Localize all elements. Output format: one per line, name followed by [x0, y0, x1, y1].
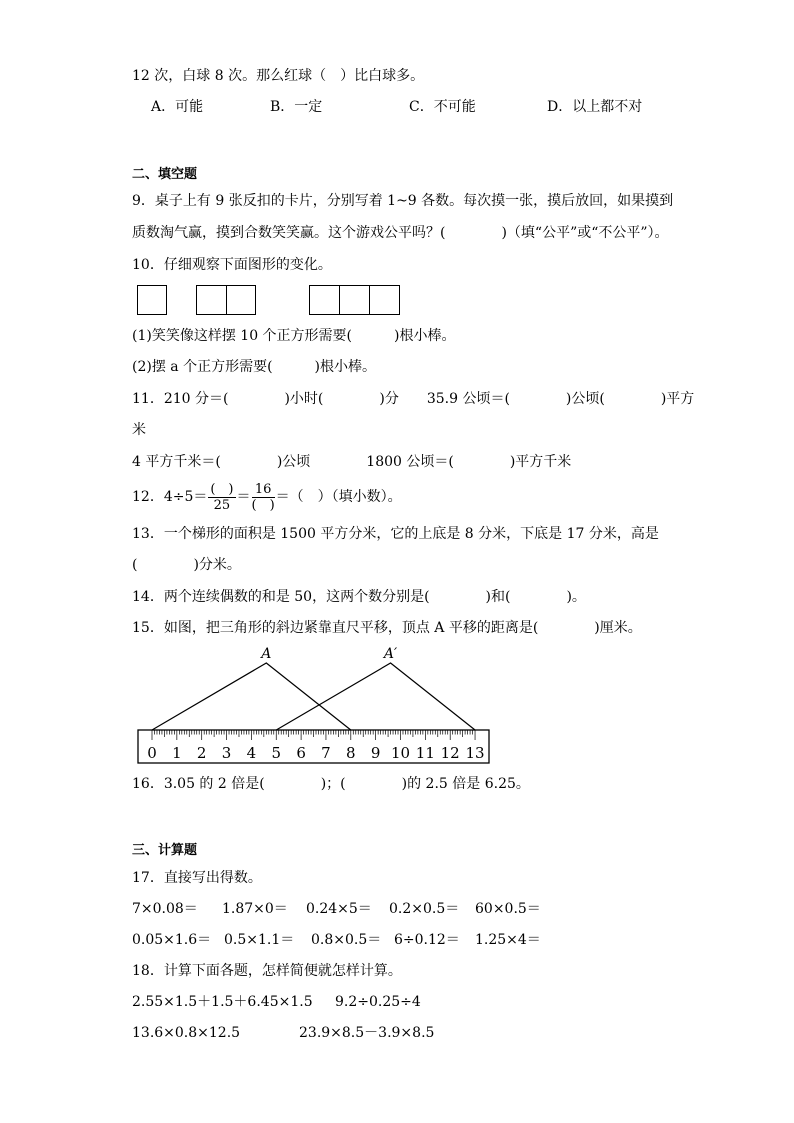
ruler-tick-label: 6: [296, 744, 306, 762]
q18-item: 23.9×8.5－3.9×8.5: [299, 1025, 435, 1041]
q10-stem: 10．仔细观察下面图形的变化。: [132, 257, 332, 273]
q10-sub2: (2)摆 a 个正方形需要( )根小棒。: [132, 359, 377, 375]
q12-frac1-denominator: 25: [213, 497, 231, 513]
q13-line1: 13．一个梯形的面积是 1500 平方分米，它的上底是 8 分米，下底是 17 分米，高是: [132, 526, 659, 542]
q12-fraction-1: [208, 482, 235, 513]
q8-stem: 12 次，白球 8 次。那么红球（ ）比白球多。: [132, 68, 425, 84]
ruler-tick-label: 3: [221, 744, 232, 762]
ruler-tick-label: 5: [271, 744, 282, 762]
square-group-3: [309, 285, 400, 315]
q15: 15．如图，把三角形的斜边紧靠直尺平移，顶点 A 平移的距离是( )厘米。: [132, 620, 642, 636]
q17-item: 1.87×0＝: [222, 901, 288, 917]
q17-item: 7×0.08＝: [132, 901, 198, 917]
ruler-tick-label: 0: [147, 744, 157, 762]
ruler-tick-label: 2: [196, 744, 207, 762]
section-title-calculation: 三、计算题: [132, 843, 198, 858]
triangle-original: [152, 663, 351, 730]
ruler-tick-label: 7: [321, 744, 331, 762]
ruler-tick-label: 10: [390, 744, 411, 762]
square-group-1: [137, 285, 167, 315]
square-divider: [369, 285, 370, 315]
triangles: [152, 646, 475, 730]
ruler-ticks: [138, 730, 489, 763]
vertex-a-label: A: [261, 646, 272, 662]
q11-line3: 4 平方千米＝( )公顷 1800 公顷＝( )平方千米: [132, 454, 572, 470]
ruler-tick-label: 11: [415, 744, 435, 762]
square-divider: [339, 285, 340, 315]
q17-item: 1.25×4＝: [475, 932, 541, 948]
q17-item: 0.2×0.5＝: [389, 901, 460, 917]
q17-stem: 17．直接写出得数。: [132, 870, 262, 886]
q16: 16．3.05 的 2 倍是( )；( )的 2.5 倍是 6.25。: [132, 776, 530, 792]
q8-option-c: C．不可能: [409, 99, 476, 115]
square-divider: [226, 285, 227, 315]
q18-item: 9.2÷0.25÷4: [335, 994, 421, 1010]
ruler-tick-label: 1: [172, 744, 182, 762]
q12-prefix: 12．4÷5＝: [132, 489, 208, 505]
q12-frac1-numerator: ( ): [210, 481, 234, 497]
q8-option-a: A．可能: [151, 99, 204, 115]
q11-line1: 11．210 分＝( )小时( )分 35.9 公顷＝( )公顷( )平方: [132, 391, 695, 407]
q17-item: 0.8×0.5＝: [311, 932, 382, 948]
q12-suffix: ＝（ ）（填小数）。: [275, 489, 402, 505]
q17-item: 0.24×5＝: [306, 901, 372, 917]
q17-item: 0.05×1.6＝: [132, 932, 212, 948]
q13-line2: ( )分米。: [132, 557, 241, 573]
q14: 14．两个连续偶数的和是 50，这两个数分别是( )和( )。: [132, 589, 586, 605]
q17-item: 0.5×1.1＝: [224, 932, 295, 948]
ruler-tick-label: 8: [346, 744, 356, 762]
q17-item: 6÷0.12＝: [394, 932, 460, 948]
q8-option-d: D．以上都不对: [547, 99, 643, 115]
q12-frac2-denominator: ( ): [251, 497, 275, 513]
q12-frac2-numerator: 16: [252, 482, 275, 498]
q8-option-b: B．一定: [270, 99, 323, 115]
vertex-a-prime-label: A′: [383, 646, 398, 662]
q12: [132, 480, 402, 514]
q9-line1: 9．桌子上有 9 张反扣的卡片，分别写着 1~9 各数。每次摸一张，摸后放回，如果摸到: [132, 193, 674, 209]
q18-stem: 18．计算下面各题，怎样简便就怎样计算。: [132, 963, 402, 979]
section-title-fill-blank: 二、填空题: [132, 167, 198, 182]
triangle-translated: [276, 663, 475, 730]
q17-item: 60×0.5＝: [475, 901, 541, 917]
q18-item: 2.55×1.5＋1.5＋6.45×1.5: [132, 994, 313, 1010]
ruler-tick-label: 13: [465, 744, 485, 762]
ruler-triangle-figure: [135, 643, 495, 765]
ruler-tick-label: 4: [246, 744, 257, 762]
ruler-tick-label: 9: [370, 744, 381, 762]
q18-item: 13.6×0.8×12.5: [132, 1025, 241, 1041]
q11-line2: 米: [132, 422, 146, 438]
q12-equals: ＝: [236, 489, 251, 505]
ruler-tick-label: 12: [440, 744, 460, 762]
q12-fraction-2: [252, 482, 275, 513]
q9-line2: 质数淘气赢，摸到合数笑笑赢。这个游戏公平吗？( )（填“公平”或“不公平”）。: [132, 225, 669, 241]
q10-sub1: (1)笑笑像这样摆 10 个正方形需要( )根小棒。: [132, 328, 456, 344]
